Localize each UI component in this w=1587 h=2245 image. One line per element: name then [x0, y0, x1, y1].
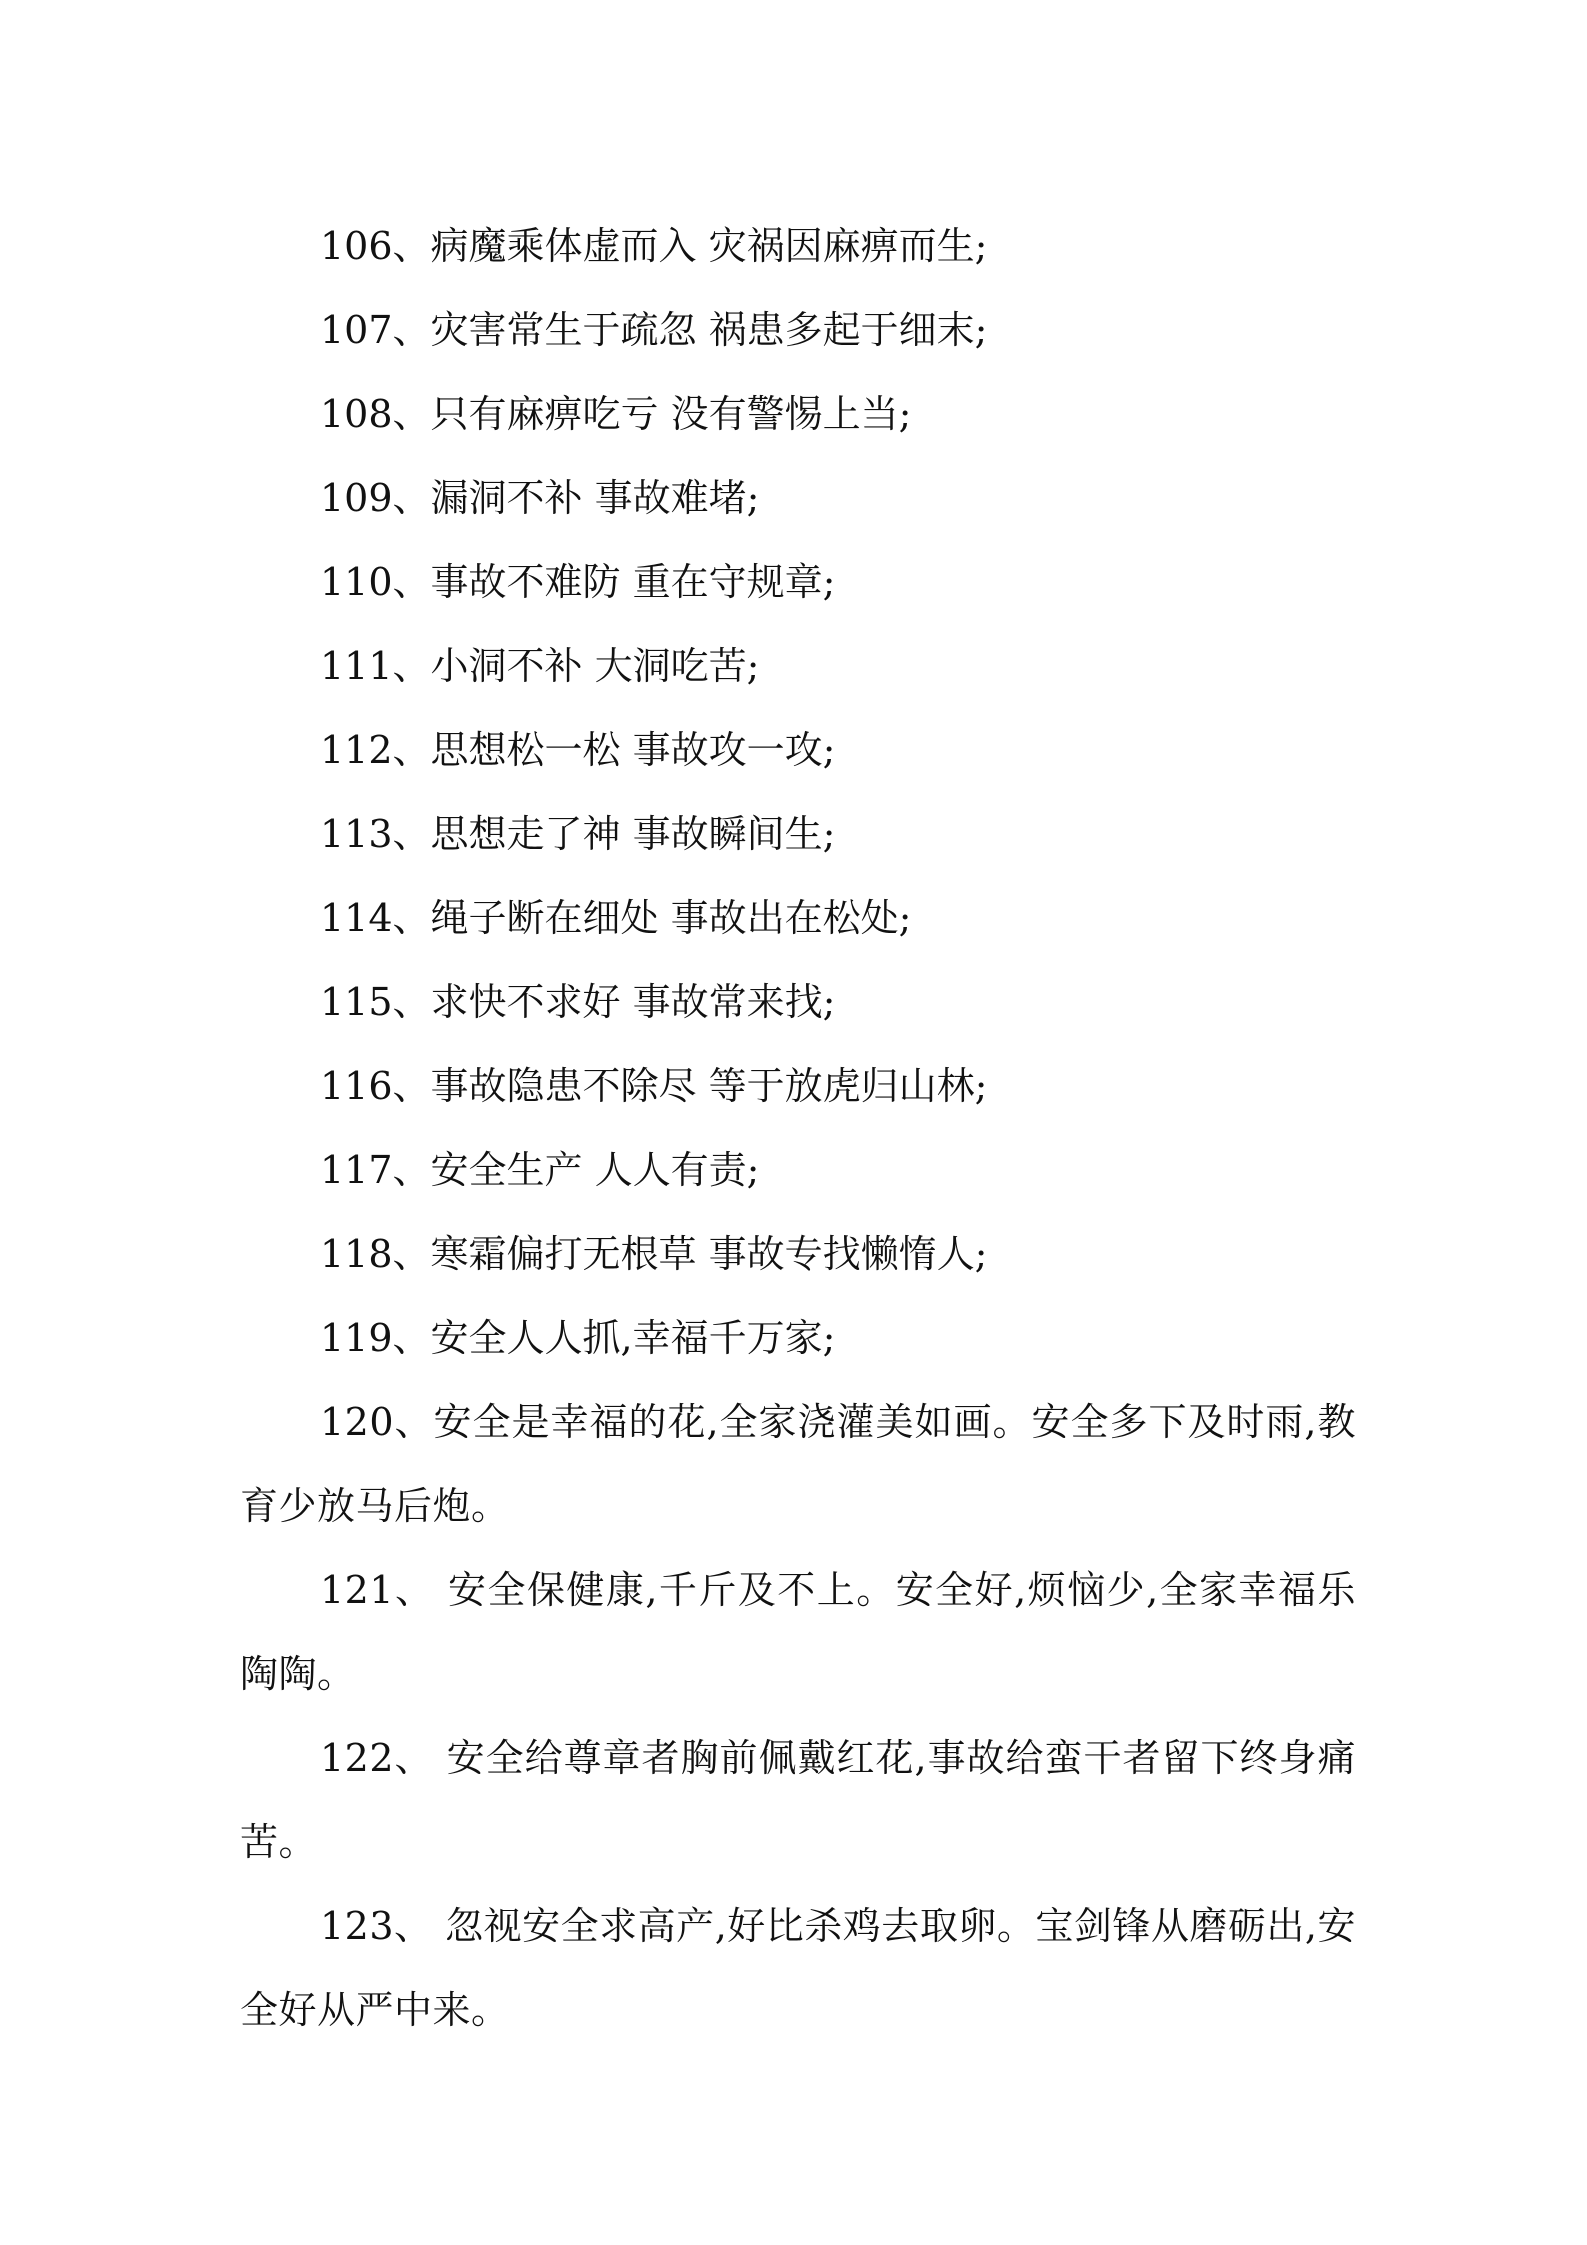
list-item: 108、只有麻痹吃亏 没有警惕上当; — [320, 392, 912, 436]
list-item: 110、事故不难防 重在守规章; — [320, 560, 836, 604]
list-item: 106、病魔乘体虚而入 灾祸因麻痹而生; — [320, 224, 988, 268]
list-item: 123、 忽视安全求高产,好比杀鸡去取卵。宝剑锋从磨砺出,安全好从严中来。 — [240, 1904, 1356, 2032]
list-item: 113、思想走了神 事故瞬间生; — [320, 812, 836, 856]
list-item: 116、事故隐患不除尽 等于放虎归山林; — [320, 1064, 988, 1108]
list-item: 114、绳子断在细处 事故出在松处; — [320, 896, 912, 940]
list-item: 122、 安全给尊章者胸前佩戴红花,事故给蛮干者留下终身痛苦。 — [240, 1736, 1356, 1864]
list-item: 107、灾害常生于疏忽 祸患多起于细末; — [320, 308, 988, 352]
slogan-list — [240, 204, 1356, 2052]
list-item: 118、寒霜偏打无根草 事故专找懒惰人; — [320, 1232, 988, 1276]
list-item: 112、思想松一松 事故攻一攻; — [320, 728, 836, 772]
list-item: 120、安全是幸福的花,全家浇灌美如画。安全多下及时雨,教育少放马后炮。 — [240, 1400, 1356, 1528]
list-item: 117、安全生产 人人有责; — [320, 1148, 760, 1192]
list-item: 121、 安全保健康,千斤及不上。安全好,烦恼少,全家幸福乐陶陶。 — [240, 1568, 1356, 1696]
list-item: 109、漏洞不补 事故难堵; — [320, 476, 760, 520]
list-item: 115、求快不求好 事故常来找; — [320, 980, 836, 1024]
list-item: 119、安全人人抓,幸福千万家; — [320, 1316, 836, 1360]
list-item: 111、小洞不补 大洞吃苦; — [320, 644, 760, 688]
